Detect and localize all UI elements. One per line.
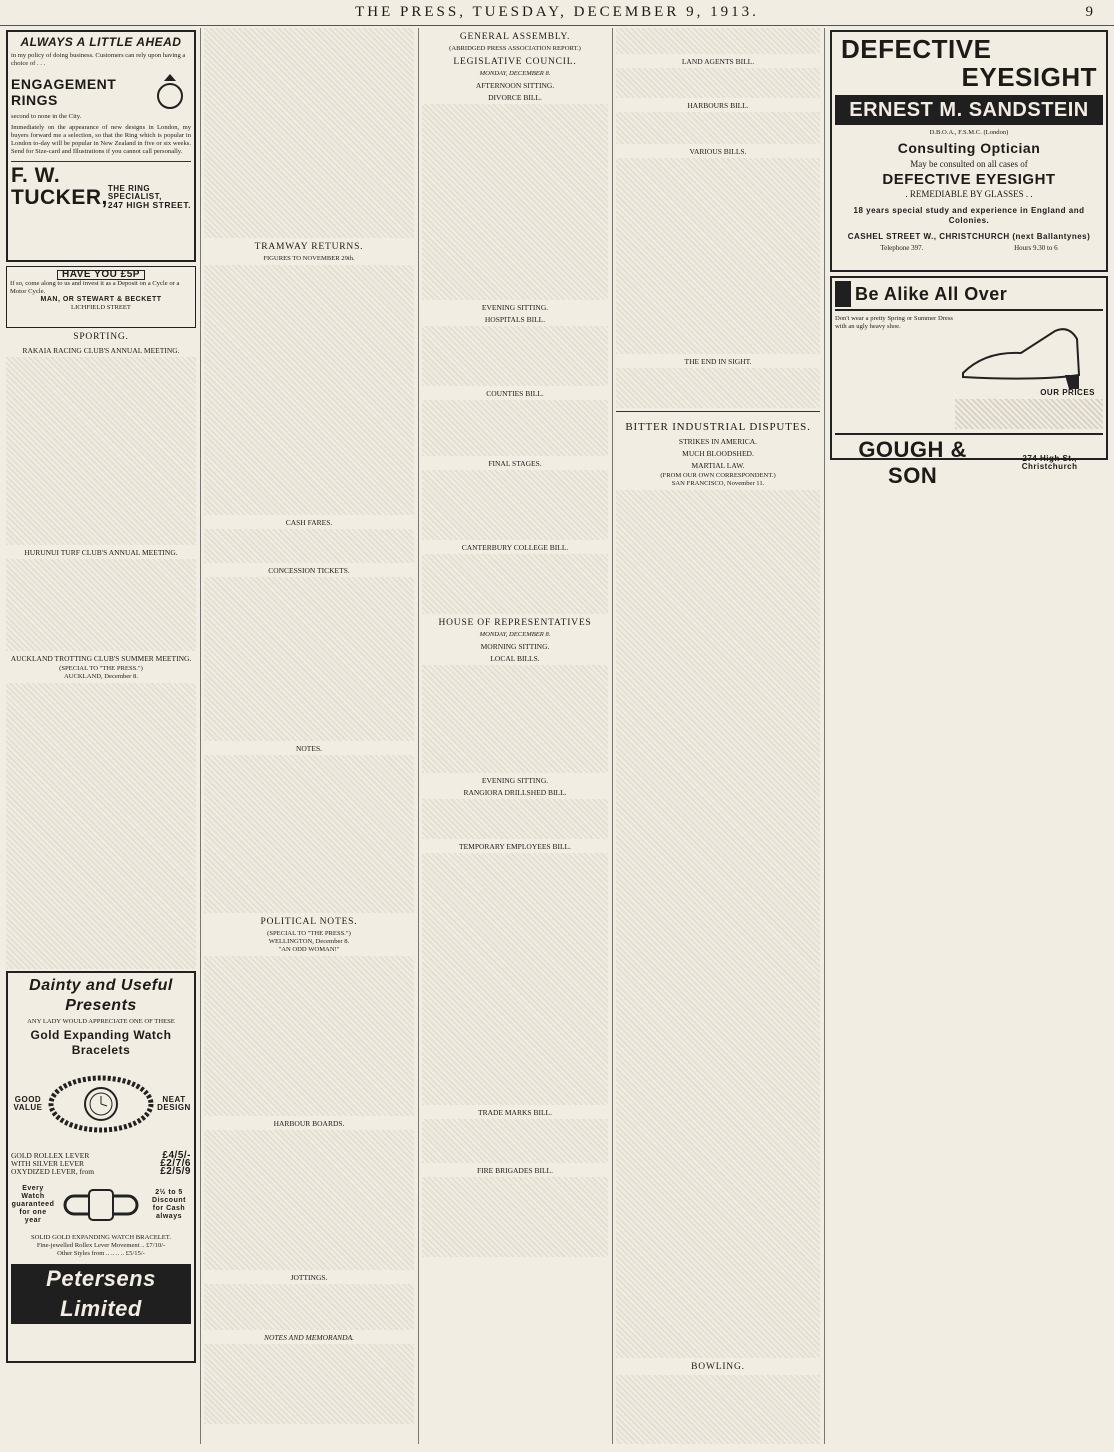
column-2 xyxy=(204,28,414,1444)
cycle-heading: HAVE YOU £5P xyxy=(57,270,145,280)
price-label: WITH SILVER LEVER xyxy=(11,1159,85,1168)
tucker-headline: ALWAYS A LITTLE AHEAD xyxy=(20,35,182,49)
defective-line2: EYESIGHT xyxy=(961,62,1097,92)
sandstein-name: ERNEST M. SANDSTEIN xyxy=(835,95,1103,125)
disputes-dateline: SAN FRANCISCO, November 11. xyxy=(671,480,765,487)
price-value: £4/5/- xyxy=(162,1150,191,1161)
counties-text-block xyxy=(422,400,608,456)
sandstein-line6: 18 years special study and experience in England and Colonies. xyxy=(853,206,1085,225)
column-rule xyxy=(824,28,825,1444)
tucker-line3: second to none in the City. xyxy=(11,113,82,120)
presents-price-table xyxy=(11,1152,191,1176)
trade-marks-text-block xyxy=(422,1119,608,1163)
column-rule xyxy=(200,28,201,1444)
political-subhead: "AN ODD WOMAN!" xyxy=(278,946,340,953)
house-sitting: MORNING SITTING. xyxy=(480,642,550,651)
employees-bill-heading: TEMPORARY EMPLOYEES BILL. xyxy=(458,842,572,851)
notes-text-block xyxy=(204,755,414,913)
end-in-sight-heading: THE END IN SIGHT. xyxy=(684,357,752,366)
political-special: (SPECIAL TO "THE PRESS.") xyxy=(267,930,351,937)
price-value: £2/5/9 xyxy=(160,1166,191,1177)
council-heading: LEGISLATIVE COUNCIL. xyxy=(453,57,577,67)
gough-body: Don't wear a pretty Spring or Summer Dress with an ugly heavy shoe. xyxy=(835,315,953,330)
hurunui-heading: HURUNUI TURF CLUB'S ANNUAL MEETING. xyxy=(24,548,178,557)
price-label: GOLD ROLLEX LEVER xyxy=(11,1151,90,1160)
presents-good-value: GOOD VALUE xyxy=(13,1095,43,1112)
column-6 xyxy=(830,28,1108,1444)
sporting-text-block xyxy=(6,357,196,545)
cycle-body: If so, come along to us and invest it as a Deposit on a Cycle or a Motor Cycle. xyxy=(10,280,180,295)
hurunui-text-block xyxy=(6,559,196,651)
auckland-special: (SPECIAL TO "THE PRESS.") xyxy=(59,665,143,672)
cycle-address: LICHFIELD STREET xyxy=(71,304,131,311)
final-stages-text-block xyxy=(422,470,608,540)
college-bill-heading: CANTERBURY COLLEGE BILL. xyxy=(461,543,569,552)
memoranda-text-block xyxy=(204,1344,414,1424)
tramway-heading: TRAMWAY RETURNS. xyxy=(254,242,364,252)
tramway-sub: FIGURES TO NOVEMBER 29th. xyxy=(263,255,355,262)
buildings-text-block xyxy=(616,28,820,54)
hospitals-bill-heading: HOSPITALS BILL. xyxy=(484,315,546,324)
political-text-block xyxy=(204,956,414,1116)
disputes-correspondent: (FROM OUR OWN CORRESPONDENT.) xyxy=(660,472,776,479)
tucker-rings-heading: ENGAGEMENT RINGS xyxy=(11,76,117,108)
divider xyxy=(616,411,820,417)
sandstein-address: CASHEL STREET W., CHRISTCHURCH (next Ballantynes) xyxy=(847,232,1091,241)
fire-brigades-heading: FIRE BRIGADES BILL. xyxy=(476,1166,554,1175)
auckland-text-block xyxy=(6,683,196,969)
land-agents-text-block xyxy=(616,68,820,98)
gough-price-list xyxy=(955,399,1103,429)
jottings-text-block xyxy=(204,1284,414,1330)
drillshed-bill-heading: RANGIORA DRILLSHED BILL. xyxy=(463,788,567,797)
disputes-text-block xyxy=(616,490,820,1358)
house-evening: EVENING SITTING. xyxy=(481,776,549,785)
price-label: OXYDIZED LEVER, from xyxy=(11,1167,95,1176)
trade-marks-heading: TRADE MARKS BILL. xyxy=(478,1108,552,1117)
defective-line1: DEFECTIVE xyxy=(841,34,992,64)
gough-address: 274 High St., Christchurch xyxy=(1021,454,1078,471)
tucker-tag: THE RING SPECIALIST, xyxy=(107,184,162,201)
local-bills-heading: LOCAL BILLS. xyxy=(490,654,540,663)
divorce-text-block xyxy=(422,104,608,300)
cycle-name: MAN, OR STEWART & BECKETT xyxy=(40,296,162,303)
tucker-address: 247 HIGH STREET. xyxy=(107,200,191,210)
sandstein-line4: DEFECTIVE EYESIGHT xyxy=(882,171,1056,188)
column-rule xyxy=(612,28,613,1444)
presents-item: Gold Expanding Watch Bracelets xyxy=(30,1028,172,1057)
divorce-bill-heading: DIVORCE BILL. xyxy=(488,93,542,102)
bowling-text-block xyxy=(616,1375,820,1444)
council-date: MONDAY, DECEMBER 8. xyxy=(479,70,551,77)
harbours-bill-heading: HARBOURS BILL. xyxy=(687,101,749,110)
sandstein-hours: Hours 9.30 to 6 xyxy=(1014,244,1058,252)
bowling-heading: BOWLING. xyxy=(691,1362,745,1372)
presents-footer3: Other Styles from .. .. .. .. £5/15/- xyxy=(57,1250,145,1257)
tucker-name: F. W. TUCKER, xyxy=(11,164,108,209)
harbours-text-block xyxy=(616,112,820,144)
tucker-body: Immediately on the appearance of new designs in London, my buyers forward me a selection, so that the Ring which is popular in London to-day will be popular in New Zealand in five or six weeks. Send for Size-card and Illustrations if you cannot call personally. xyxy=(11,124,191,155)
sandstein-quals: D.B.O.A., F.S.M.C. (London) xyxy=(929,129,1009,136)
racing-text-block xyxy=(204,28,414,238)
bracelet-icon xyxy=(61,1182,141,1228)
disputes-sub3: MARTIAL LAW. xyxy=(691,461,745,470)
political-notes-heading: POLITICAL NOTES. xyxy=(260,917,358,927)
presents-guarantee: Every Watch guaranteed for one year xyxy=(11,1185,55,1224)
political-dateline: WELLINGTON, December 8. xyxy=(268,938,350,945)
disputes-sub2: MUCH BLOODSHED. xyxy=(682,449,754,458)
petersens-advert xyxy=(6,971,196,1363)
local-bills-text-block xyxy=(422,665,608,773)
harbour-text-block xyxy=(204,1130,414,1270)
presents-footer1: SOLID GOLD EXPANDING WATCH BRACELET. xyxy=(31,1234,171,1241)
page-number: 9 xyxy=(1085,4,1096,20)
notes-heading: NOTES. xyxy=(295,744,323,753)
council-evening: EVENING SITTING. xyxy=(481,303,549,312)
column-1 xyxy=(6,28,196,1444)
sandstein-advert xyxy=(830,30,1108,272)
house-date: MONDAY, DECEMBER 8. xyxy=(479,631,551,638)
various-bills-text-block xyxy=(616,158,820,354)
sandstein-line3: May be consulted on all cases of xyxy=(910,159,1028,169)
concession-heading: CONCESSION TICKETS. xyxy=(268,566,350,575)
gough-heading: Be Alike All Over xyxy=(855,284,1008,304)
disputes-heading: BITTER INDUSTRIAL DISPUTES. xyxy=(625,421,811,433)
gough-bar xyxy=(835,281,851,307)
presents-neat-design: NEAT DESIGN xyxy=(157,1095,191,1112)
fire-brigades-text-block xyxy=(422,1177,608,1257)
council-sitting: AFTERNOON SITTING. xyxy=(475,81,555,90)
column-rule xyxy=(418,28,419,1444)
disputes-sub1: STRIKES IN AMERICA. xyxy=(678,437,758,446)
column-4 xyxy=(616,28,820,1444)
gough-name: GOUGH & SON xyxy=(858,437,967,488)
employees-text-block xyxy=(422,853,608,1105)
tucker-advert xyxy=(6,30,196,262)
auckland-dateline: AUCKLAND, December 8. xyxy=(64,673,138,680)
tucker-intro: in my policy of doing business. Customers can rely upon having a choice of . . . xyxy=(11,52,186,67)
presents-sub: ANY LADY WOULD APPRECIATE ONE OF THESE xyxy=(27,1018,175,1025)
counties-bill-heading: COUNTIES BILL. xyxy=(486,389,544,398)
college-text-block xyxy=(422,554,608,614)
hospitals-text-block xyxy=(422,326,608,386)
concession-text-block xyxy=(204,577,414,741)
sandstein-line5: . REMEDIABLE BY GLASSES . . xyxy=(905,189,1033,199)
auckland-trotting-heading: AUCKLAND TROTTING CLUB'S SUMMER MEETING. xyxy=(10,654,192,663)
presents-discount: 2½ to 5 Discount for Cash always xyxy=(152,1189,186,1220)
gough-advert xyxy=(830,276,1108,488)
cash-fares-heading: CASH FARES. xyxy=(285,518,333,527)
sandstein-phone: Telephone 397. xyxy=(880,244,924,252)
masthead xyxy=(0,0,1114,26)
column-3 xyxy=(422,28,608,1444)
memoranda-heading: NOTES AND MEMORANDA. xyxy=(263,1333,355,1342)
rakaia-heading: RAKAIA RACING CLUB'S ANNUAL MEETING. xyxy=(22,346,180,355)
various-bills-heading: VARIOUS BILLS. xyxy=(689,147,747,156)
jottings-heading: JOTTINGS. xyxy=(290,1273,328,1282)
harbour-boards-heading: HARBOUR BOARDS. xyxy=(273,1119,345,1128)
final-stages-heading: FINAL STAGES. xyxy=(488,459,542,468)
cash-fares-table xyxy=(204,529,414,563)
gough-prices: OUR PRICES xyxy=(1040,388,1095,397)
land-agents-heading: LAND AGENTS BILL. xyxy=(681,57,755,66)
watch-bracelet-icon xyxy=(46,1064,156,1144)
masthead-title: THE PRESS, TUESDAY, DECEMBER 9, 1913. xyxy=(355,4,759,20)
shoe-icon xyxy=(957,315,1087,389)
assembly-heading: GENERAL ASSEMBLY. xyxy=(459,32,571,42)
presents-heading: Dainty and Useful Presents xyxy=(29,977,173,1014)
petersens-brand: Petersens Limited xyxy=(11,1264,191,1324)
presents-footer2: Fine-jewelled Rollex Lever Movement .. £7/10/- xyxy=(36,1242,166,1249)
ring-icon xyxy=(149,71,191,113)
house-heading: HOUSE OF REPRESENTATIVES xyxy=(438,618,592,628)
drillshed-text-block xyxy=(422,799,608,839)
cycle-advert xyxy=(6,266,196,328)
sandstein-title: Consulting Optician xyxy=(897,140,1041,156)
assembly-sub: (ABRIDGED PRESS ASSOCIATION REPORT.) xyxy=(449,45,581,52)
end-in-sight-text-block xyxy=(616,368,820,408)
price-value: £2/7/6 xyxy=(160,1158,191,1169)
tramway-text-block xyxy=(204,265,414,515)
sporting-heading: SPORTING. xyxy=(73,332,129,342)
